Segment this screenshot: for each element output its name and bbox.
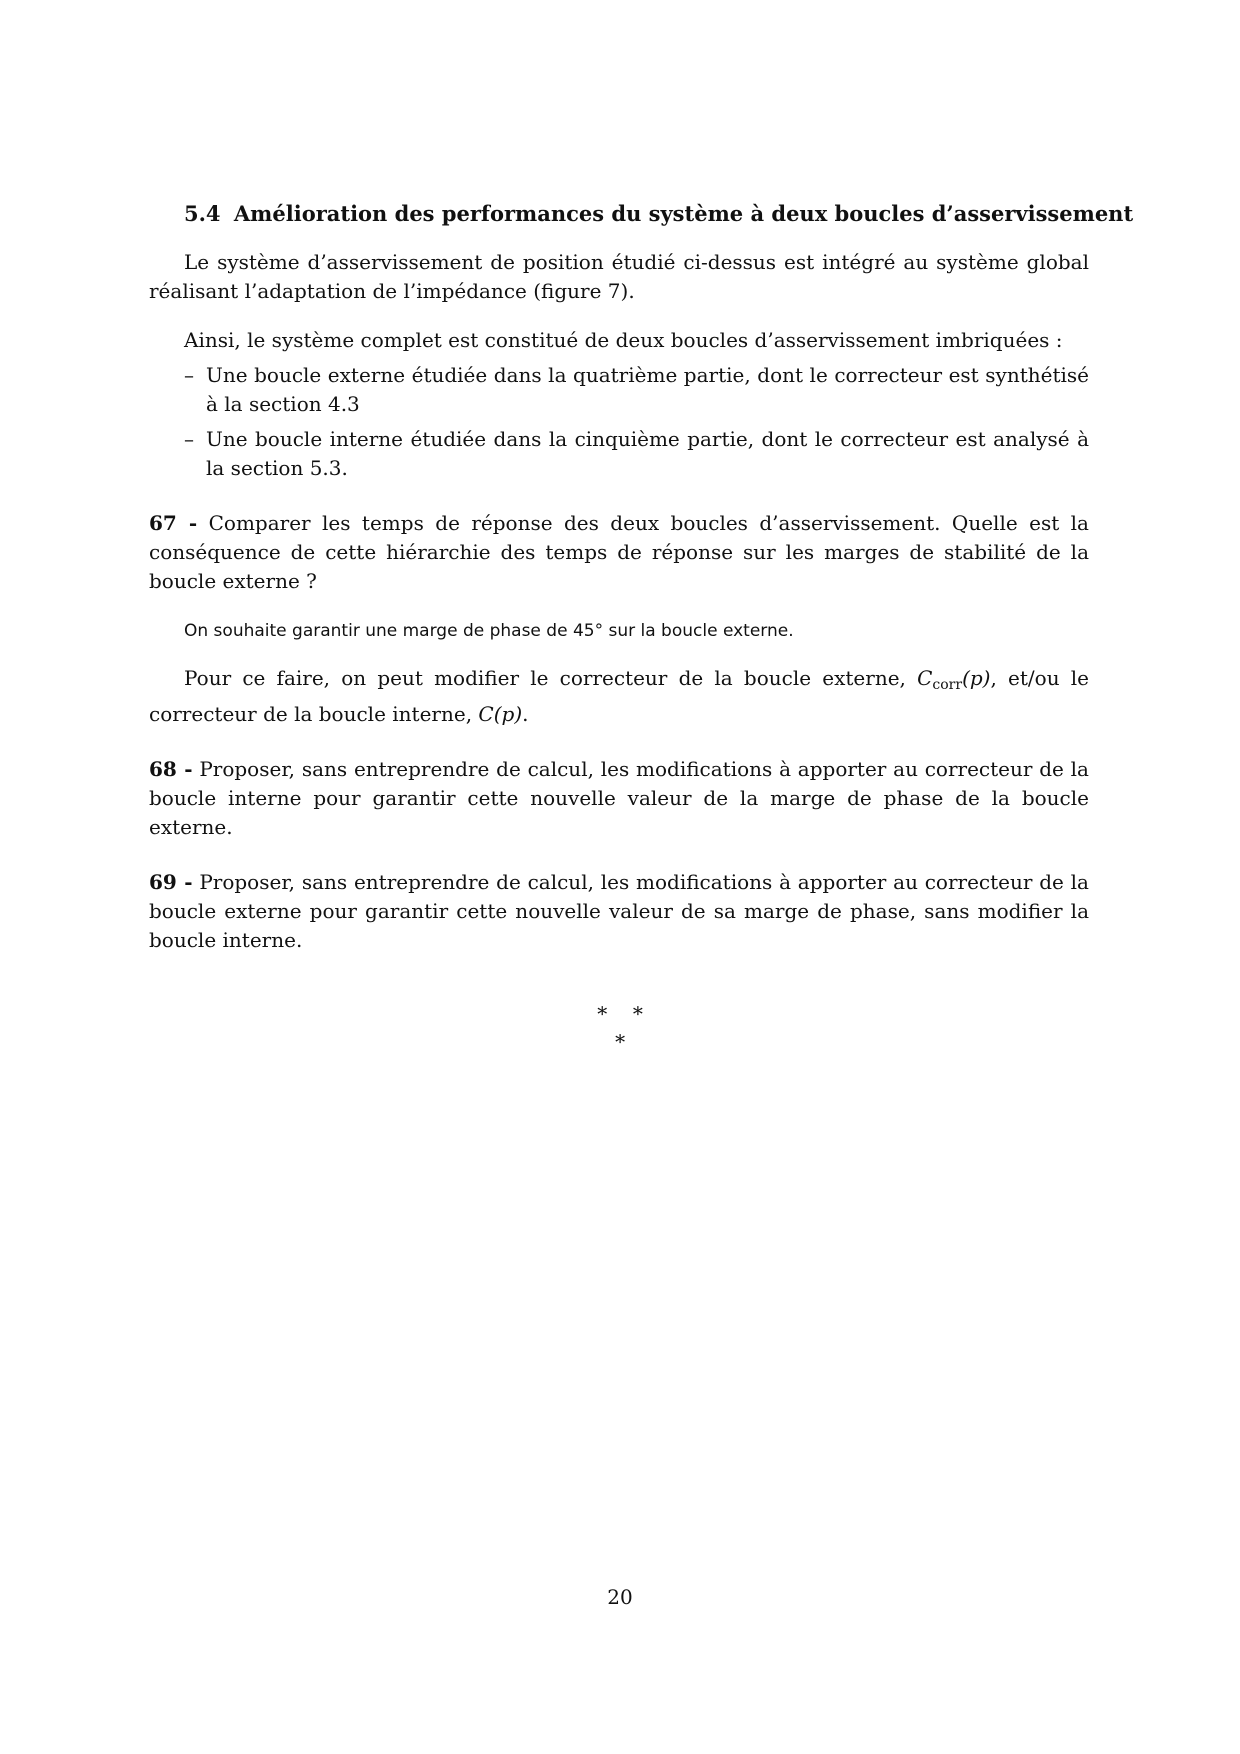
dash-bullet: –: [184, 363, 194, 387]
intro-paragraph-2: Ainsi, le système complet est constitué de deux boucles d’asservissement imbriquées :: [184, 328, 1063, 352]
intro-paragraph: Le système d’asservissement de position étudié ci-dessus est intégré au système global réalisant l’adaptation de l’impédance (figure 7).: [149, 250, 1089, 303]
list-item: [184, 361, 1089, 419]
math-argument: (p): [962, 666, 991, 690]
question-67: [149, 509, 1089, 596]
question-69: [149, 868, 1089, 955]
page-content: [149, 200, 1134, 955]
paragraph-text: , et/ou le correcteur de la boucle interne,: [149, 666, 1089, 726]
paragraph-text: .: [522, 702, 529, 726]
question-68: [149, 755, 1089, 842]
math-cp: C(p): [478, 702, 523, 726]
question-text: Proposer, sans entreprendre de calcul, les modifications à apporter au correcteur de la boucle interne pour garantir cette nouvelle valeur de la marge de phase de la boucle externe.: [149, 757, 1089, 839]
list-item-text: Une boucle interne étudiée dans la cinquième partie, dont le correcteur est analysé à la section 5.3.: [206, 427, 1089, 480]
question-text: Comparer les temps de réponse des deux boucles d’asservissement. Quelle est la conséquence de cette hiérarchie des temps de réponse sur les marges de stabilité de la boucle externe ?: [149, 511, 1089, 593]
loop-list: [149, 361, 1089, 483]
question-number: 67 -: [149, 511, 198, 535]
section-number: 5.4: [184, 201, 221, 226]
corrector-paragraph: [149, 664, 1089, 729]
section-title: Amélioration des performances du système à deux boucles d’asservissement: [233, 201, 1134, 226]
math-symbol: C: [917, 666, 933, 690]
list-item: [184, 425, 1089, 483]
list-item-text: Une boucle externe étudiée dans la quatrième partie, dont le correcteur est synthétisé à la section 4.3: [206, 363, 1089, 416]
end-stars-bottom: ∗: [613, 1026, 627, 1050]
question-number: 68 -: [149, 757, 193, 781]
paragraph-text: Pour ce faire, on peut modifier le correcteur de la boucle externe,: [184, 666, 918, 690]
end-stars-top: ∗∗: [595, 998, 667, 1022]
question-number: 69 -: [149, 870, 193, 894]
dash-bullet: –: [184, 427, 194, 451]
question-text: Proposer, sans entreprendre de calcul, les modifications à apporter au correcteur de la boucle externe pour garantir cette nouvelle valeur de sa marge de phase, sans modifier la boucle interne.: [149, 870, 1089, 952]
page-number: 20: [607, 1585, 633, 1609]
math-ccorr: [917, 666, 991, 693]
section-heading: [149, 200, 1134, 228]
phase-margin-note: On souhaite garantir une marge de phase de 45° sur la boucle externe.: [184, 621, 794, 641]
math-subscript: corr: [932, 677, 963, 693]
